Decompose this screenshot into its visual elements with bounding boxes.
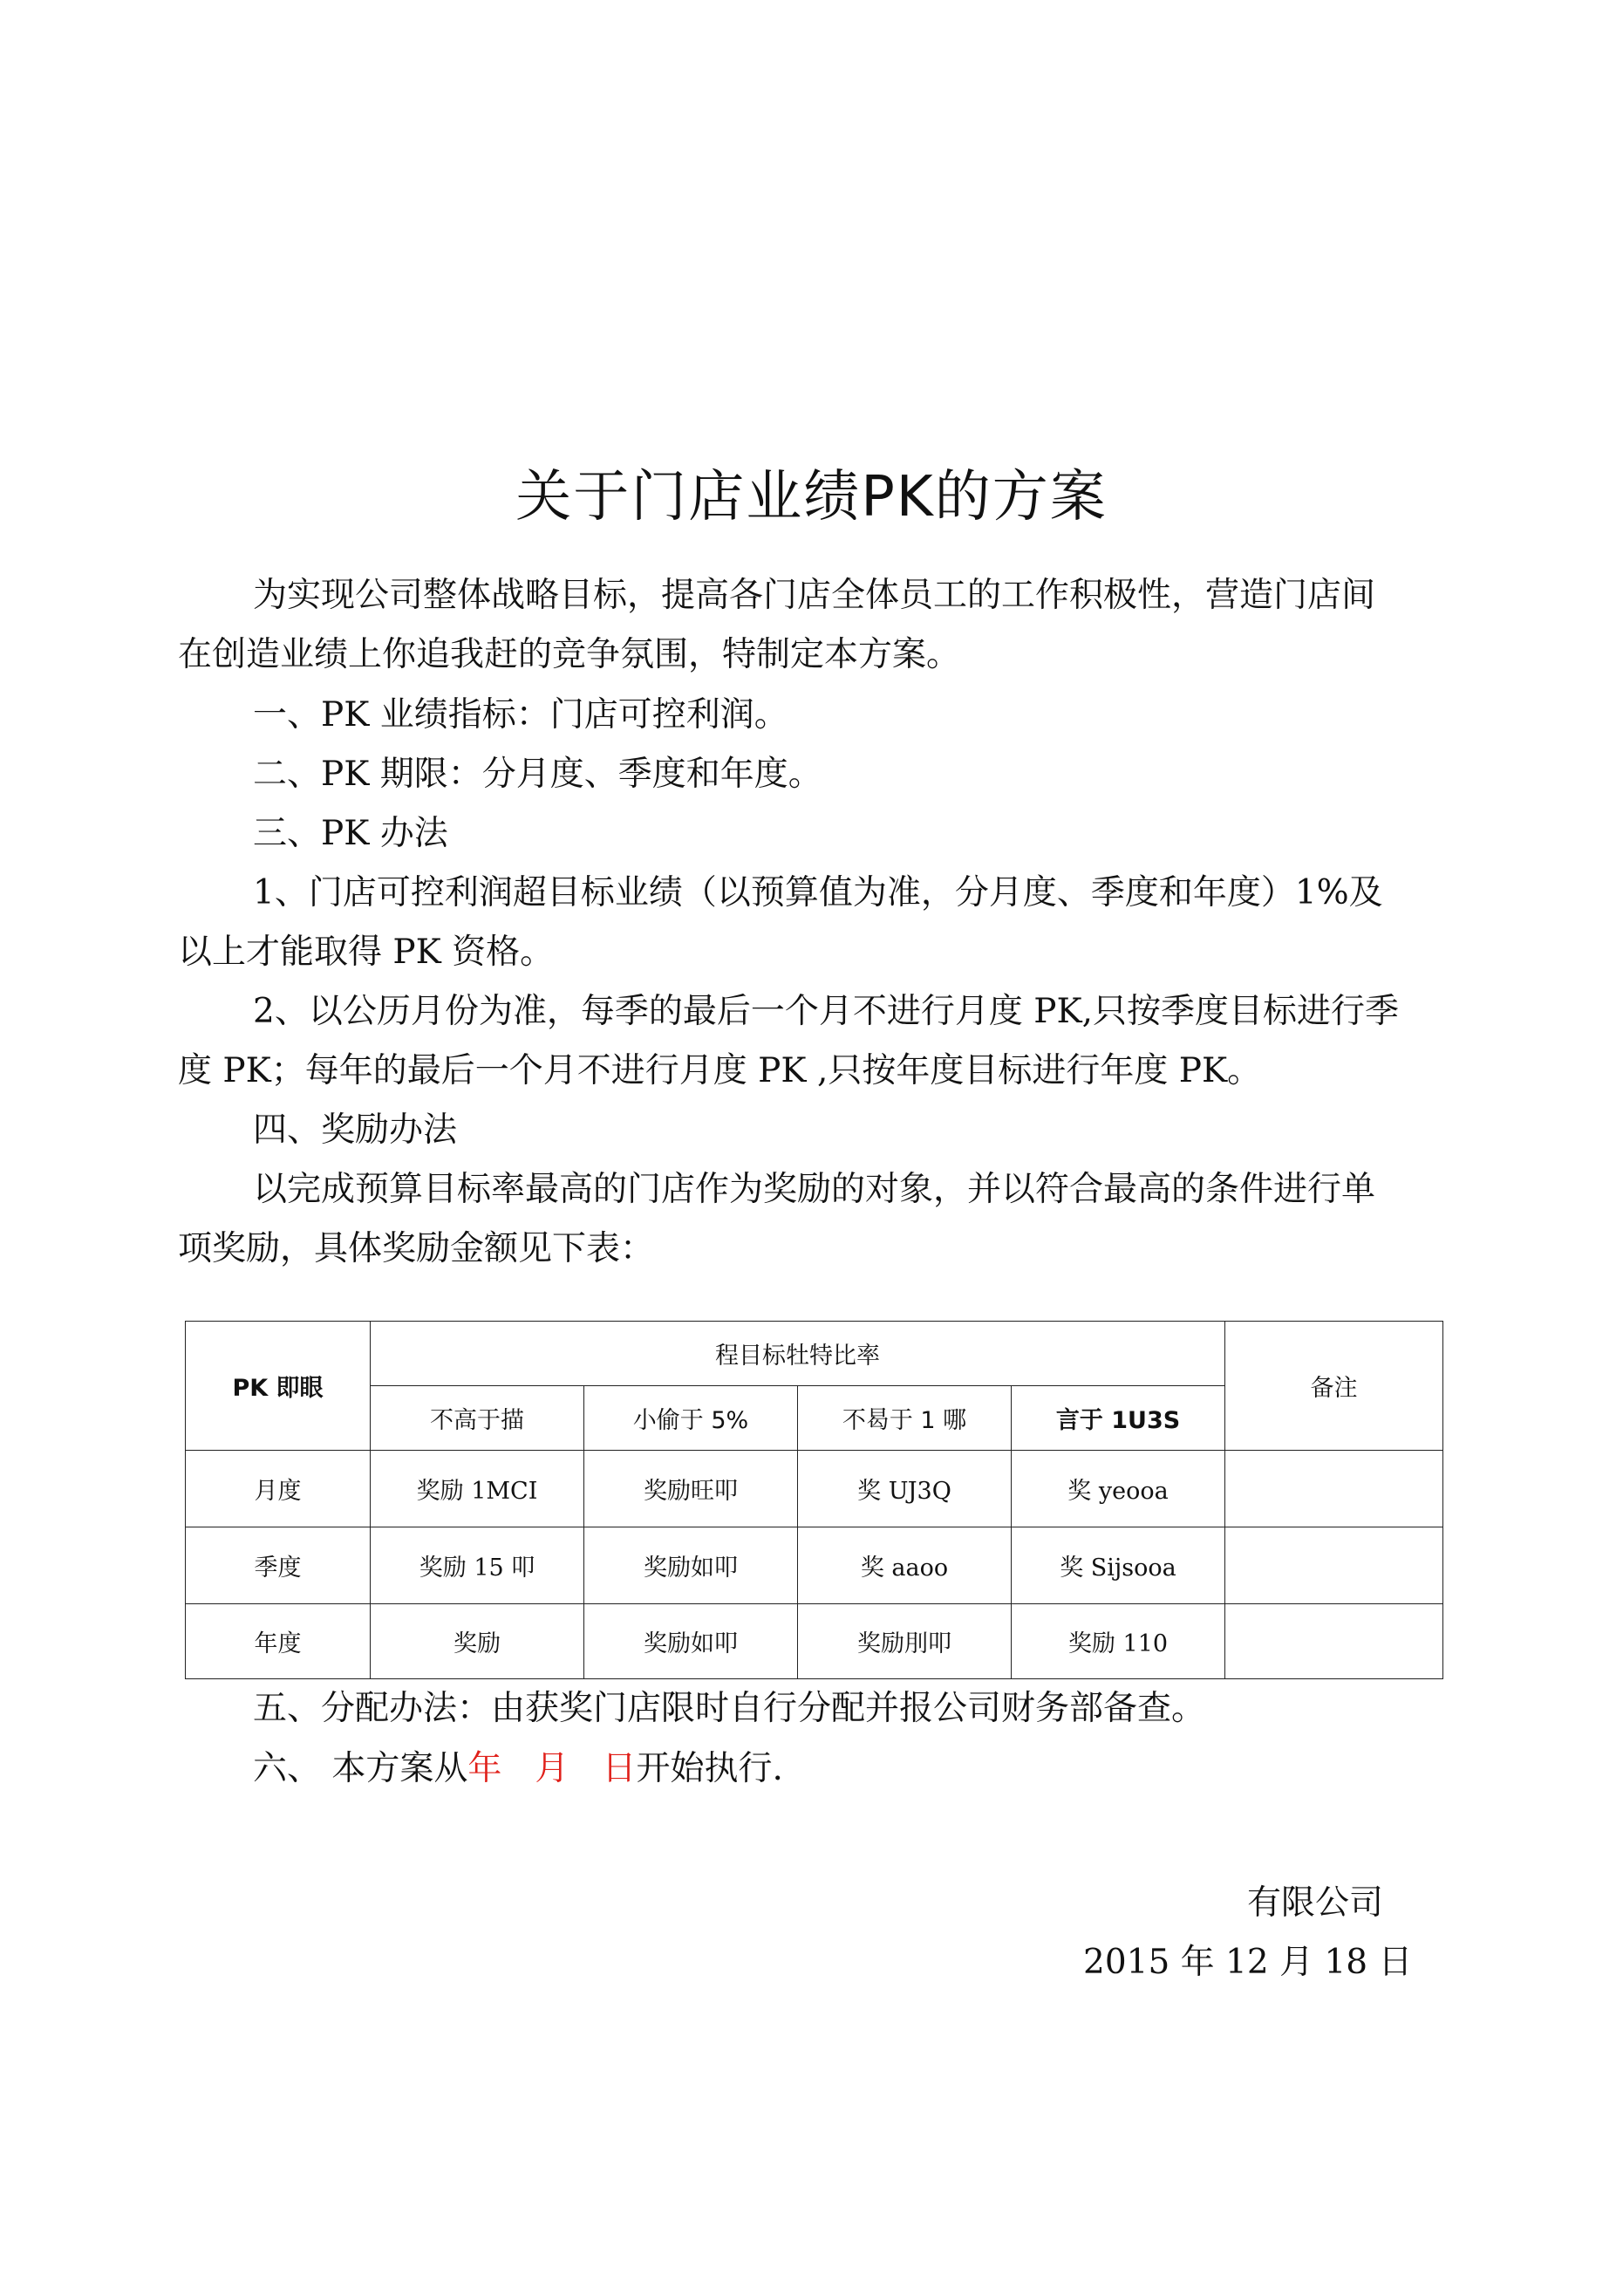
- subheader-3-text: 不曷于 1 哪: [842, 1407, 967, 1434]
- row-period: 月度: [186, 1451, 371, 1527]
- intro-line-2: 在创造业绩上你追我赶的竞争氛围，特制定本方案。: [178, 635, 961, 674]
- section-2-heading: 二、PK 期限：分月度、季度和年度。: [253, 755, 822, 794]
- row-cell-4: 奖 yeooa: [1012, 1451, 1225, 1527]
- section-6-line: [253, 1749, 783, 1788]
- section-6-prefix: 六、 本方案从: [253, 1749, 468, 1788]
- row-cell-1: 奖励 1MCI: [371, 1451, 584, 1527]
- table-header-row-1: [186, 1322, 1443, 1386]
- header-pk: PK 即眼: [186, 1322, 371, 1451]
- row-cell-2: 奖励如叩: [584, 1604, 798, 1679]
- subheader-2-text: 小偷于 5%: [632, 1407, 749, 1434]
- document-title: 关于门店业绩PK的方案: [515, 465, 1108, 530]
- subheader-3: [798, 1386, 1012, 1451]
- reward-table: [185, 1321, 1443, 1679]
- row-cell-1: 奖励: [371, 1604, 584, 1679]
- row-period: 季度: [186, 1527, 371, 1604]
- section-3-heading: 三、PK 办法: [253, 814, 448, 853]
- row-cell-2: 奖励旺叩: [584, 1451, 798, 1527]
- reward-desc-line-1: 以完成预算目标率最高的门店作为奖励的对象，并以符合最高的条件进行单: [253, 1170, 1376, 1209]
- row-cell-2: 奖励如叩: [584, 1527, 798, 1604]
- row-note: [1225, 1451, 1443, 1527]
- reward-desc-line-2: 项奖励，具体奖励金额见下表：: [178, 1229, 655, 1268]
- row-cell-1: 奖励 15 叩: [371, 1527, 584, 1604]
- rule-2-line-2: 度 PK；每年的最后一个月不进行月度 PK ,只按年度目标进行年度 PK。: [178, 1051, 1262, 1090]
- subheader-4: 言于 1U3S: [1012, 1386, 1225, 1451]
- row-cell-3: 奖 UJ3Q: [798, 1451, 1012, 1527]
- row-period: 年度: [186, 1604, 371, 1679]
- rule-1-line-2: 以上才能取得 PK 资格。: [178, 933, 555, 972]
- section-4-heading: 四、奖励办法: [253, 1110, 458, 1150]
- table-row: [186, 1604, 1443, 1679]
- header-note: 备注: [1225, 1322, 1443, 1451]
- row-cell-3: 奖 aaoo: [798, 1527, 1012, 1604]
- section-6-suffix: 开始执行.: [636, 1749, 783, 1788]
- rule-2-line-1: 2、以公历月份为准，每季的最后一个月不进行月度 PK,只按季度目标进行季: [253, 992, 1399, 1031]
- row-cell-3: 奖励刖叩: [798, 1604, 1012, 1679]
- date-placeholder-year: 年: [467, 1749, 502, 1788]
- date-placeholder-month: 月: [535, 1749, 569, 1788]
- signature-company: 有限公司: [1247, 1883, 1384, 1923]
- section-5-heading: 五、分配办法：由获奖门店限时自行分配并报公司财务部备查。: [253, 1689, 1206, 1728]
- table-row: [186, 1527, 1443, 1604]
- subheader-2: [584, 1386, 798, 1451]
- rule-1-line-1: 1、门店可控利润超目标业绩（以预算值为准，分月度、季度和年度）1%及: [253, 873, 1383, 912]
- date-placeholder-day: 日: [602, 1749, 637, 1788]
- section-1-heading: 一、PK 业绩指标：门店可控利润。: [253, 695, 788, 735]
- row-note: [1225, 1604, 1443, 1679]
- subheader-1: 不高于描: [371, 1386, 584, 1451]
- header-group: 程目标牡特比率: [371, 1322, 1225, 1386]
- reward-table-container: [185, 1321, 1442, 1678]
- row-cell-4: 奖励 110: [1012, 1604, 1225, 1679]
- signature-date: 2015 年 12 月 18 日: [1083, 1943, 1413, 1982]
- row-note: [1225, 1527, 1443, 1604]
- intro-line-1: 为实现公司整体战略目标，提高各门店全体员工的工作积极性，营造门店间: [253, 576, 1376, 615]
- row-cell-4: 奖 Sijsooa: [1012, 1527, 1225, 1604]
- table-row: [186, 1451, 1443, 1527]
